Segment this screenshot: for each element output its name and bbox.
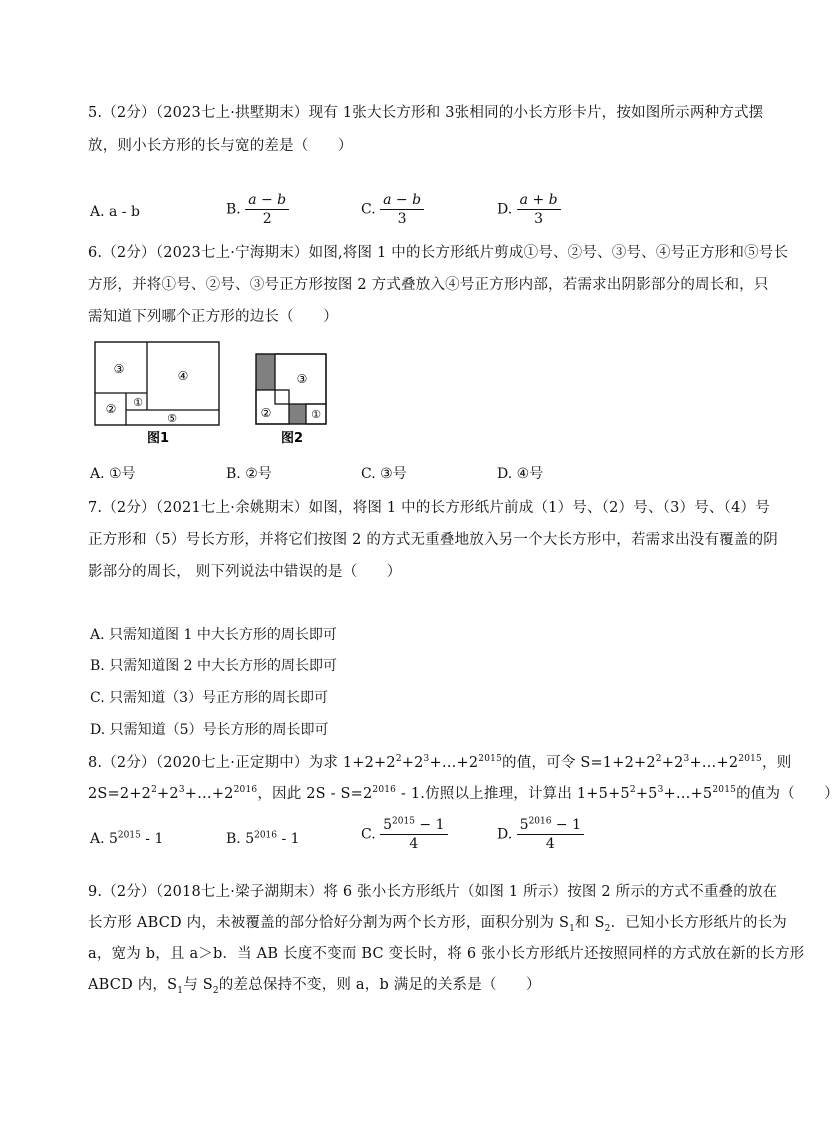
q5-option-b-fraction [245,192,289,227]
fig2-caption: 图2 [280,431,304,446]
q8-line-2-g: +…+5 [663,786,713,802]
q7-option-d: D. 只需知道（5）号长方形的周长即可 [90,722,329,738]
q8-line-2-d: ，因此 2S - S=2 [257,786,373,802]
q5-line-2: 放，则小长方形的长与宽的差是（ ） [88,138,353,154]
q8-option-d-numerator [517,817,584,835]
q6-option-a: A. ①号 [90,466,136,482]
q5-option-d-denominator: 3 [534,211,544,227]
fig1-label-2: ② [105,402,117,416]
q8-option-c-numerator [380,817,447,835]
q8-exp: 2015 [478,754,503,765]
fig2-shade-left [256,354,275,390]
q8-line-1-f: +…+2 [689,755,739,771]
q9-line-4-c: 的差总保持不变，则 a，b 满足的关系是（ ） [218,977,541,993]
q8-option-c-num-base: 5 [383,817,393,833]
q6-line-3: 需知道下列哪个正方形的边长（ ） [88,309,338,325]
q9-line-1: 9.（2分）（2018七上·梁子湖期末）将 6 张小长方形纸片（如图 1 所示）按图 2 所示的方式不重叠的放在 [88,884,778,900]
q8-option-c-label: C. [361,826,376,843]
q8-exp: 2015 [738,754,762,765]
q8-line-2 [88,782,839,803]
q8-line-2-b: +2 [157,786,179,802]
q8-option-d-denominator: 4 [545,836,555,852]
q8-line-2-h: 的值为（ ） [736,786,839,802]
q7-line-2: 正方形和（5）号长方形，并将它们按图 2 的方式无重叠地放入另一个大长方形中，若需求出没有覆盖的阴 [88,532,778,548]
q8-line-1-b: +2 [401,755,424,771]
q8-option-c-fraction [380,817,447,852]
q5-option-b [226,192,289,227]
q8-line-2-f: +5 [635,786,658,802]
fig1-label-4: ④ [177,369,189,383]
q6-option-b: B. ②号 [226,466,272,482]
fig1-label-1: ① [133,396,143,409]
q9-line-4-a: ABCD 内，S [88,977,178,993]
q7-line-1: 7.（2分）（2021七上·余姚期末）如图，将图 1 中的长方形纸片前成（1）号、（2）号、（3）号、（4）号 [88,500,770,516]
q7-option-c: C. 只需知道（3）号正方形的周长即可 [90,690,329,706]
q5-option-d-numerator: a + b [517,192,561,210]
q8-option-a-exp: 2015 [117,830,141,841]
q5-option-b-numerator: a − b [245,192,289,210]
q6-option-d: D. ④号 [497,466,544,482]
q6-figure-2 [252,350,332,446]
q8-line-2-a: 2S=2+2 [88,786,152,802]
q5-option-b-label: B. [226,201,241,218]
fig2-label-1: ① [311,408,321,421]
q8-exp: 2 [655,754,662,765]
q9-line-3: a，宽为 b，且 a＞b．当 AB 长度不变而 BC 变长时，将 6 张小长方形纸片还按照同样的方式放在新的长方形 [88,946,805,962]
q8-line-1-a: 8.（2分）（2020七上·正定期中）为求 1+2+2 [88,755,396,771]
q5-option-c-numerator: a − b [380,192,424,210]
q5-option-c-label: C. [361,201,376,218]
q8-option-c-denominator: 4 [409,836,419,852]
fig2-shade-bottom [289,404,306,424]
q5-option-d-label: D. [497,201,513,218]
q5-option-a: A. a - b [90,204,140,220]
q6-figure-1 [92,340,232,446]
q8-option-b-tail: - 1 [277,831,300,847]
q8-exp: 2016 [233,785,258,796]
q9-line-4-b: 与 S [183,977,213,993]
fig2-label-2: ② [260,406,272,420]
q8-option-d-num-tail: − 1 [551,817,582,833]
q8-option-d-label: D. [497,826,513,843]
q8-option-a-tail: - 1 [140,831,164,847]
q8-exp: 3 [423,754,430,765]
q9-sub: 1 [177,985,184,996]
q9-line-2-b: 和 S [575,915,605,931]
q6-option-c: C. ③号 [361,466,407,482]
q8-option-d-num-base: 5 [519,817,529,833]
q5-option-c-denominator: 3 [397,211,407,227]
q5-option-d [497,192,561,227]
q9-line-2 [88,911,787,932]
q8-exp: 3 [657,785,664,796]
q8-exp: 2 [395,754,402,765]
q8-option-b-exp: 2016 [254,830,278,841]
q7-option-a: A. 只需知道图 1 中大长方形的周长即可 [90,627,337,643]
q9-line-4 [88,973,541,994]
q5-line-1: 5.（2分）（2023七上·拱墅期末）现有 1张大长方形和 3张相同的小长方形卡片，按如图所示两种方式摆 [88,105,764,121]
q8-option-b [226,831,300,847]
fig1-caption: 图1 [146,431,170,446]
q8-line-1-c: +…+2 [429,755,479,771]
q6-line-1: 6.（2分）（2023七上·宁海期末）如图,将图 1 中的长方形纸片剪成①号、②号、③号、④号正方形和⑤号长 [88,245,789,261]
q8-exp: 3 [178,785,185,796]
fig2-label-3: ③ [296,372,308,386]
fig1-label-3: ③ [113,362,125,376]
q8-line-1-e: +2 [661,755,684,771]
q7-line-3: 影部分的周长， 则下列说法中错误的是（ ） [88,564,402,580]
q8-exp: 2 [151,785,158,796]
q8-option-a-base: A. 5 [90,831,118,847]
q5-option-d-fraction [517,192,561,227]
q9-line-2-a: 长方形 ABCD 内，未被覆盖的部分恰好分割为两个长方形，面积分别为 S [88,915,570,931]
q8-option-d [497,817,584,852]
q9-sub: 2 [212,985,219,996]
q9-sub: 1 [569,923,576,934]
q8-option-d-fraction [517,817,584,852]
q8-option-d-num-exp: 2016 [528,816,552,827]
q8-option-a [90,831,163,847]
q8-option-c-num-exp: 2015 [392,816,415,827]
q8-exp: 2 [629,785,636,796]
q8-exp: 2015 [712,785,737,796]
q5-option-c [361,192,424,227]
q8-line-2-e: - 1.仿照以上推理，计算出 1+5+5 [396,786,630,802]
fig1-label-5: ⑤ [167,412,177,425]
q9-sub: 2 [604,923,611,934]
q8-option-b-base: B. 5 [226,831,255,847]
q8-exp: 3 [683,754,690,765]
q8-option-c [361,817,448,852]
q8-line-2-c: +…+2 [184,786,234,802]
q5-option-c-fraction [380,192,424,227]
q9-line-2-c: ．已知小长方形纸片的长为 [610,915,788,931]
q8-line-1-g: ，则 [762,755,792,771]
q5-option-b-denominator: 2 [262,211,272,227]
q8-option-c-num-tail: − 1 [414,817,445,833]
q8-line-1-d: 的值，可令 S=1+2+2 [502,755,656,771]
q7-option-b: B. 只需知道图 2 中大长方形的周长即可 [90,658,337,674]
q8-line-1 [88,751,791,772]
q6-line-2: 方形，并将①号、②号、③号正方形按图 2 方式叠放入④号正方形内部，若需求出阴影部分的周长和，只 [88,277,769,293]
q8-exp: 2016 [372,785,397,796]
